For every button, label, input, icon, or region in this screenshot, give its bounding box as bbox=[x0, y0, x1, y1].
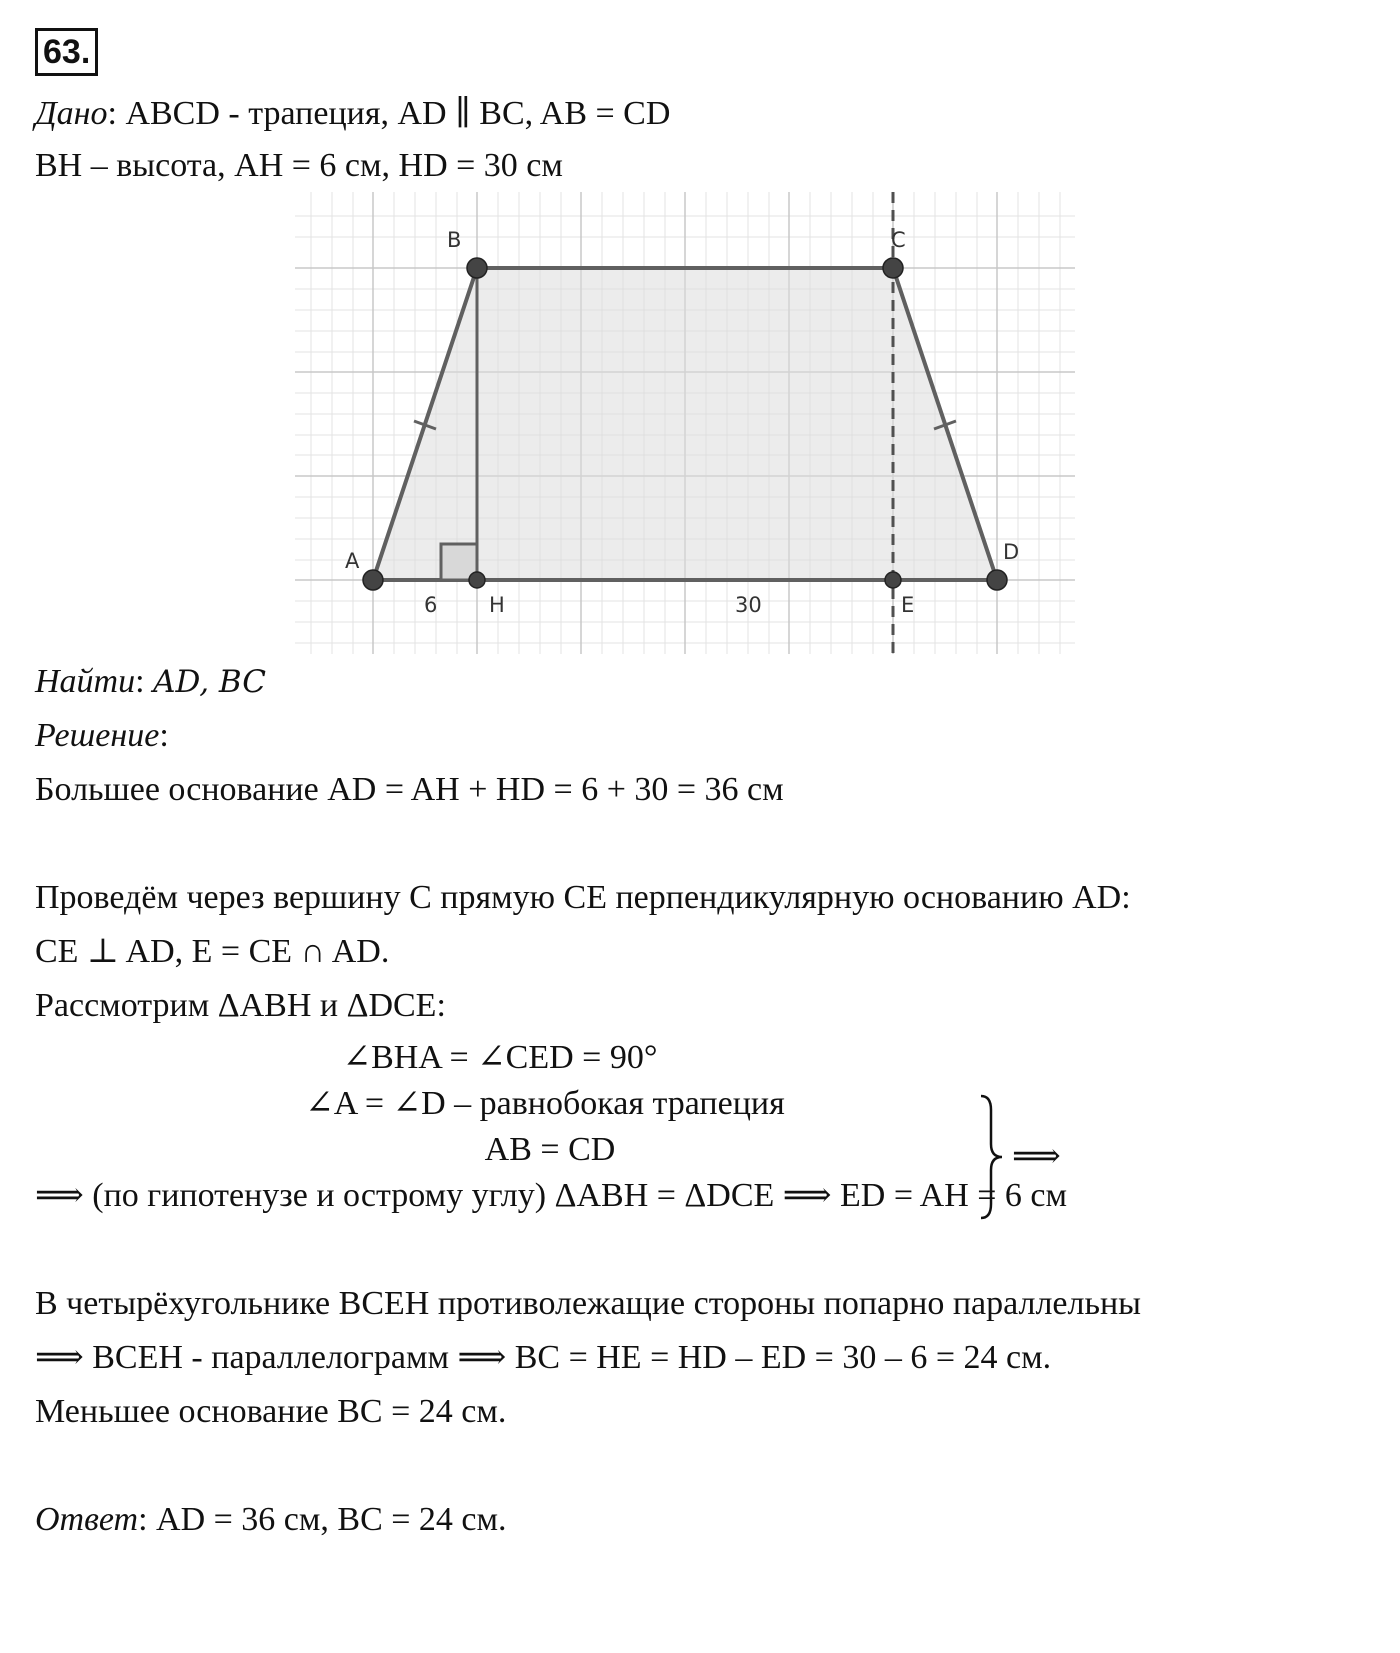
given-text-2: BH – высота, AH = 6 см, HD = 30 см bbox=[35, 147, 563, 184]
label-ah-length: 6 bbox=[424, 593, 438, 617]
system-implies: ⟹ bbox=[1012, 1138, 1061, 1175]
label-d: D bbox=[1003, 540, 1020, 564]
label-b: B bbox=[447, 228, 462, 252]
trapezoid-figure bbox=[295, 192, 1075, 654]
solution-label: Решение bbox=[35, 717, 160, 754]
find-label: Найти bbox=[35, 663, 136, 700]
answer-label: Ответ bbox=[35, 1501, 139, 1538]
label-hd-length: 30 bbox=[735, 593, 762, 617]
trapezoid-fill bbox=[373, 268, 997, 580]
label-e: E bbox=[901, 593, 915, 617]
answer-line: Ответ: AD = 36 см, BC = 24 см. bbox=[35, 1501, 507, 1538]
point-e bbox=[885, 572, 901, 588]
solution-step-1: Большее основание AD = AH + HD = 6 + 30 = 36 см bbox=[35, 771, 784, 808]
label-c: C bbox=[891, 228, 906, 252]
given-line-1: Дано: ABCD - трапеция, AD ∥ BC, AB = CD bbox=[35, 95, 671, 132]
label-a: A bbox=[345, 549, 360, 573]
find-line: Найти: AD, BC bbox=[35, 663, 266, 700]
point-d bbox=[987, 570, 1007, 590]
find-text: AD, BC bbox=[153, 664, 266, 700]
given-line-2 bbox=[35, 144, 563, 188]
solution-label-line: Решение: bbox=[35, 717, 169, 754]
given-text-1: ABCD - трапеция, AD ∥ BC, AB = CD bbox=[125, 95, 671, 132]
solution-step-5: ⟹ (по гипотенузе и острому углу) ΔABH = ΔDCE ⟹ ED = AH = 6 см bbox=[35, 1177, 1068, 1214]
system-line-2: ∠A = ∠D – равнобокая трапеция bbox=[305, 1085, 785, 1122]
given-label: Дано bbox=[35, 95, 108, 132]
solution-step-4: Рассмотрим ΔABH и ΔDCE: bbox=[35, 987, 446, 1024]
point-a bbox=[363, 570, 383, 590]
solution-step-2: Проведём через вершину C прямую CE перпендикулярную основанию AD: bbox=[35, 879, 1131, 916]
solution-step-8: Меньшее основание BC = 24 см. bbox=[35, 1393, 507, 1430]
point-c bbox=[883, 258, 903, 278]
problem-number: 63. bbox=[35, 28, 98, 76]
answer-text: AD = 36 см, BC = 24 см. bbox=[156, 1501, 507, 1538]
solution-step-6: В четырёхугольнике BCEH противолежащие стороны попарно параллельны bbox=[35, 1285, 1142, 1322]
system-line-1: ∠BHA = ∠CED = 90° bbox=[342, 1039, 658, 1076]
label-h: H bbox=[489, 593, 505, 617]
system-line-3: AB = CD bbox=[484, 1131, 616, 1168]
solution-step-3: CE ⊥ AD, E = CE ∩ AD. bbox=[35, 933, 390, 970]
solution-step-7: ⟹ BCEH - параллелограмм ⟹ BC = HE = HD – ED = 30 – 6 = 24 см. bbox=[35, 1339, 1052, 1376]
point-b bbox=[467, 258, 487, 278]
point-h bbox=[469, 572, 485, 588]
